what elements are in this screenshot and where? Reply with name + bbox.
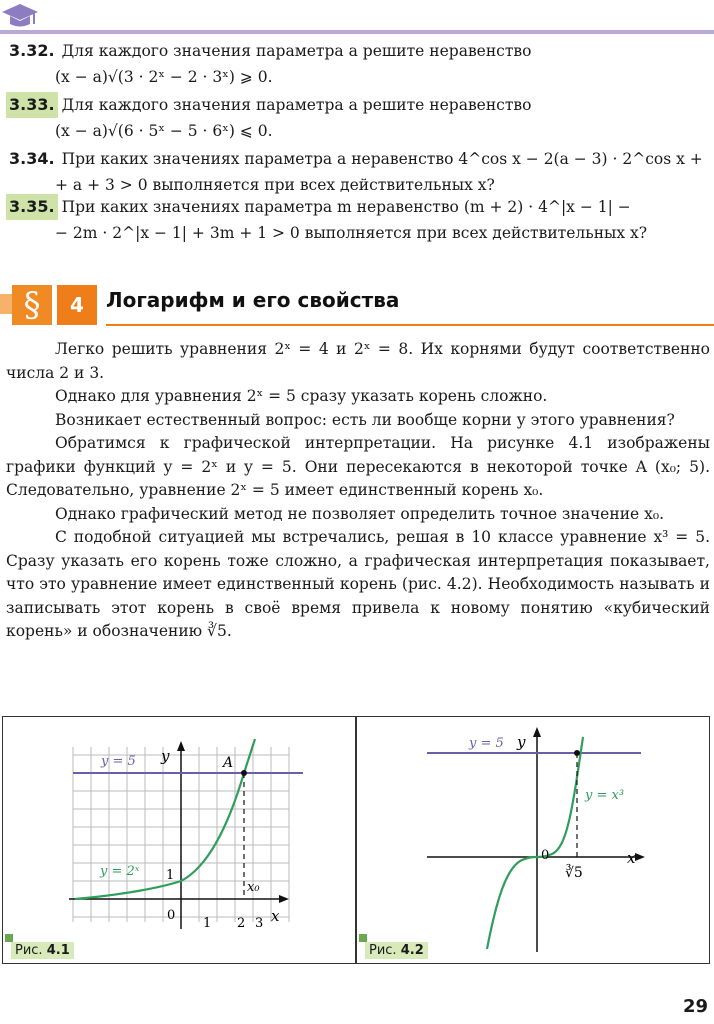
figure-4-2 (356, 716, 710, 964)
paragraph: Обратимся к графической интерпретации. На рисунке 4.1 изображены графики функций y = 2ˣ и y = 5. Они пересекаются в некоторой точке A (x₀; 5). Следовательно, уравнение 2ˣ = 5 имеет единственный корень x₀. (6, 434, 710, 499)
top-bar (0, 0, 714, 34)
section-heading (0, 280, 714, 328)
tick-x2: 2 (237, 916, 246, 931)
figure-caption (365, 942, 428, 959)
problem-3-33 (6, 92, 710, 144)
figure-4-1-graph (3, 717, 355, 963)
axis-x-label: x (627, 849, 636, 867)
problem-3-32 (6, 38, 710, 90)
problem-formula: (x − a)√(6 · 5ˣ − 5 · 6ˣ) ⩽ 0. (55, 122, 273, 140)
point-A-label: A (223, 755, 234, 771)
point-A (241, 770, 247, 776)
axis-y-label: y (517, 733, 526, 751)
top-strip (0, 30, 714, 34)
problem-number: 3.35. (6, 194, 58, 220)
tick-x3: 3 (255, 916, 264, 931)
x0-label: x₀ (247, 880, 260, 895)
y-axis-arrow (533, 727, 541, 737)
paragraph: С подобной ситуацией мы встречались, решая в 10 классе уравнение x³ = 5. Сразу указать его корень тоже сложно, а графическая интерпретация показывает, что это уравнение имеет единственный корень (рис. 4.2). Необходимость называть и записывать этот корень в своё время привела к новому понятию «кубический корень» и обозначению ∛5. (6, 528, 710, 640)
root-label: ∛5 (565, 865, 583, 881)
label-y5: y = 5 (469, 736, 504, 751)
paragraph: Однако для уравнения 2ˣ = 5 сразу указать корень сложно. (55, 387, 548, 405)
tick-0: 0 (167, 908, 176, 923)
section-number: 4 (57, 285, 97, 325)
problem-number: 3.32. (9, 41, 55, 60)
caption-prefix: Рис. (369, 943, 397, 958)
label-2x: y = 2ˣ (100, 864, 140, 879)
figure-4-1 (2, 716, 356, 964)
caption-marker (359, 934, 367, 942)
section-symbol: § (12, 285, 52, 325)
problem-3-35 (6, 194, 710, 246)
label-x3: y = x³ (585, 788, 625, 803)
problem-text-cont: + a + 3 > 0 выполняется при всех действительных x? (55, 176, 495, 194)
section-rule (106, 324, 714, 326)
intersection-point (574, 750, 580, 756)
label-y5: y = 5 (101, 754, 136, 769)
problem-formula: (x − a)√(3 · 2ˣ − 2 · 3ˣ) ⩾ 0. (55, 68, 273, 86)
tick-x1: 1 (203, 916, 212, 931)
x-axis-arrow (635, 853, 645, 861)
page-number: 29 (682, 996, 708, 1017)
problem-3-34 (6, 146, 710, 198)
paragraph: Однако графический метод не позволяет определить точное значение x₀. (55, 504, 665, 523)
axis-x-label: x (271, 907, 280, 925)
body-text (6, 338, 710, 644)
x-axis-arrow (279, 895, 289, 903)
graduation-cap-icon (0, 0, 40, 30)
tick-y1: 1 (166, 868, 175, 883)
paragraph: Легко решить уравнения 2ˣ = 4 и 2ˣ = 8. Их корнями будут соответственно числа 2 и 3. (6, 340, 710, 382)
y-axis-arrow (177, 741, 185, 751)
problem-number: 3.34. (9, 149, 55, 168)
figure-caption (11, 942, 74, 959)
problem-text: При каких значениях параметра a неравенство 4^cos x − 2(a − 3) · 2^cos x + (61, 150, 703, 168)
section-decor (0, 294, 12, 314)
figure-4-2-graph (357, 717, 709, 963)
problem-text-cont: − 2m · 2^|x − 1| + 3m + 1 > 0 выполняется при всех действительных x? (55, 224, 648, 242)
paragraph: Возникает естественный вопрос: есть ли вообще корни у этого уравнения? (55, 410, 675, 429)
caption-marker (5, 934, 13, 942)
problem-text: Для каждого значения параметра a решите неравенство (61, 42, 532, 60)
section-title: Логарифм и его свойства (106, 288, 400, 312)
problem-text: Для каждого значения параметра a решите неравенство (61, 96, 532, 114)
caption-prefix: Рис. (15, 943, 43, 958)
caption-number: 4.2 (400, 943, 424, 958)
axis-y-label: y (161, 747, 170, 765)
caption-number: 4.1 (46, 943, 70, 958)
problem-text: При каких значениях параметра m неравенство (m + 2) · 4^|x − 1| − (61, 198, 631, 216)
origin-label: 0 (541, 848, 550, 863)
problem-number: 3.33. (6, 92, 58, 118)
curve-x3 (487, 737, 583, 949)
